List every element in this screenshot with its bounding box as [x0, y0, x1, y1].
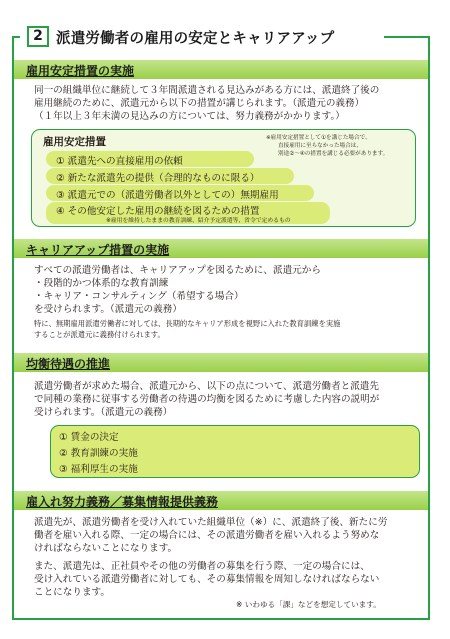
treatment-item: ③ 福利厚生の実施	[59, 464, 138, 475]
small-note-line: 特に、無期雇用派遣労働者に対しては、長期的なキャリア形成を視野に入れた教育訓練を実施	[34, 319, 341, 328]
measure-item: ① 派遣先への直接雇用の依頼	[56, 156, 183, 167]
body-line: で同種の業務に従事する労働者の待遇の均衡を図るために考慮した内容の説明が	[34, 394, 380, 405]
section-header-hiring-effort	[14, 491, 428, 510]
box-title: 雇用安定措置	[43, 136, 106, 148]
treatment-item: ① 賃金の決定	[59, 432, 119, 443]
section-heading: 雇用安定措置の実施	[26, 64, 135, 78]
body-line: （１年以上３年未満の見込みの方については、努力義務がかかります。）	[34, 111, 345, 122]
box-note-line: ※雇用安定措置として①を講じた場合で、	[266, 135, 371, 141]
small-note-line: することが派遣元に義務付けられます。	[34, 330, 165, 339]
body-line: を受けられます。（派遣元の義務）	[34, 304, 182, 315]
measure-item: ② 新たな派遣先の提供（合理的なものに限る）	[56, 173, 260, 184]
measure-item-note: ※雇用を維持したままの教育訓練、紹介予定派遣等、省令で定めるもの	[106, 218, 291, 224]
body-line: ・段階的かつ体系的な教育訓練	[34, 278, 169, 289]
section-heading: キャリアアップ措置の実施	[26, 243, 170, 257]
body-line: 受けられます。（派遣元の義務）	[34, 407, 173, 418]
section-header-employment-stability	[14, 60, 428, 79]
box-note-line: 別途②〜④の措置を講じる必要があります。	[278, 151, 389, 157]
section-header-career-up	[14, 239, 428, 258]
measure-item: ③ 派遣元での（派遣労働者以外としての）無期雇用	[56, 190, 279, 201]
treatment-item: ② 教育訓練の実施	[59, 448, 138, 459]
body-line: すべての派遣労働者は、キャリアアップを図るために、派遣元から	[34, 265, 321, 276]
body-line: 働者を雇い入れる際、一定の場合には、その派遣労働者を雇い入れるよう努めな	[34, 530, 380, 541]
section-header-balanced-treatment	[14, 353, 428, 372]
body-line: また、派遣先は、正社員やその他の労働者の募集を行う際、一定の場合には、	[34, 561, 370, 572]
box-note-line: 直接雇用に至らなかった場合は、	[278, 143, 362, 149]
section-number: 2	[27, 26, 49, 47]
body-line: ことになります。	[34, 587, 110, 598]
body-line: 同一の組織単位に継続して３年間派遣される見込みがある方には、派遣終了後の	[34, 85, 380, 96]
measure-item: ④ その他安定した雇用の継続を図るための措置	[56, 206, 260, 217]
frame-top-right	[384, 36, 430, 38]
section-heading: 均衡待遇の推進	[26, 357, 111, 371]
body-line: ・キャリア・コンサルティング（希望する場合）	[34, 291, 244, 302]
page-title: 派遣労働者の雇用の安定とキャリアアップ	[56, 31, 335, 47]
body-line: 派遣先が、派遣労働者を受け入れていた組織単位（※）に、派遣終了後、新たに労	[34, 517, 388, 528]
body-line: 雇用継続のために、派遣元から以下の措置が講じられます。（派遣元の義務）	[34, 98, 365, 109]
box-note	[266, 134, 388, 158]
footnote: ※ いわゆる「課」などを想定しています。	[236, 600, 381, 609]
frame-top-left	[12, 36, 20, 38]
section-heading: 雇入れ努力義務／募集情報提供義務	[26, 495, 219, 509]
body-line: 受け入れている派遣労働者に対しても、その募集情報を周知しなければならない	[34, 574, 380, 585]
body-line: 派遣労働者が求めた場合、派遣元から、以下の点について、派遣労働者と派遣先	[34, 381, 379, 392]
body-line: ければならないことになります。	[34, 543, 178, 554]
